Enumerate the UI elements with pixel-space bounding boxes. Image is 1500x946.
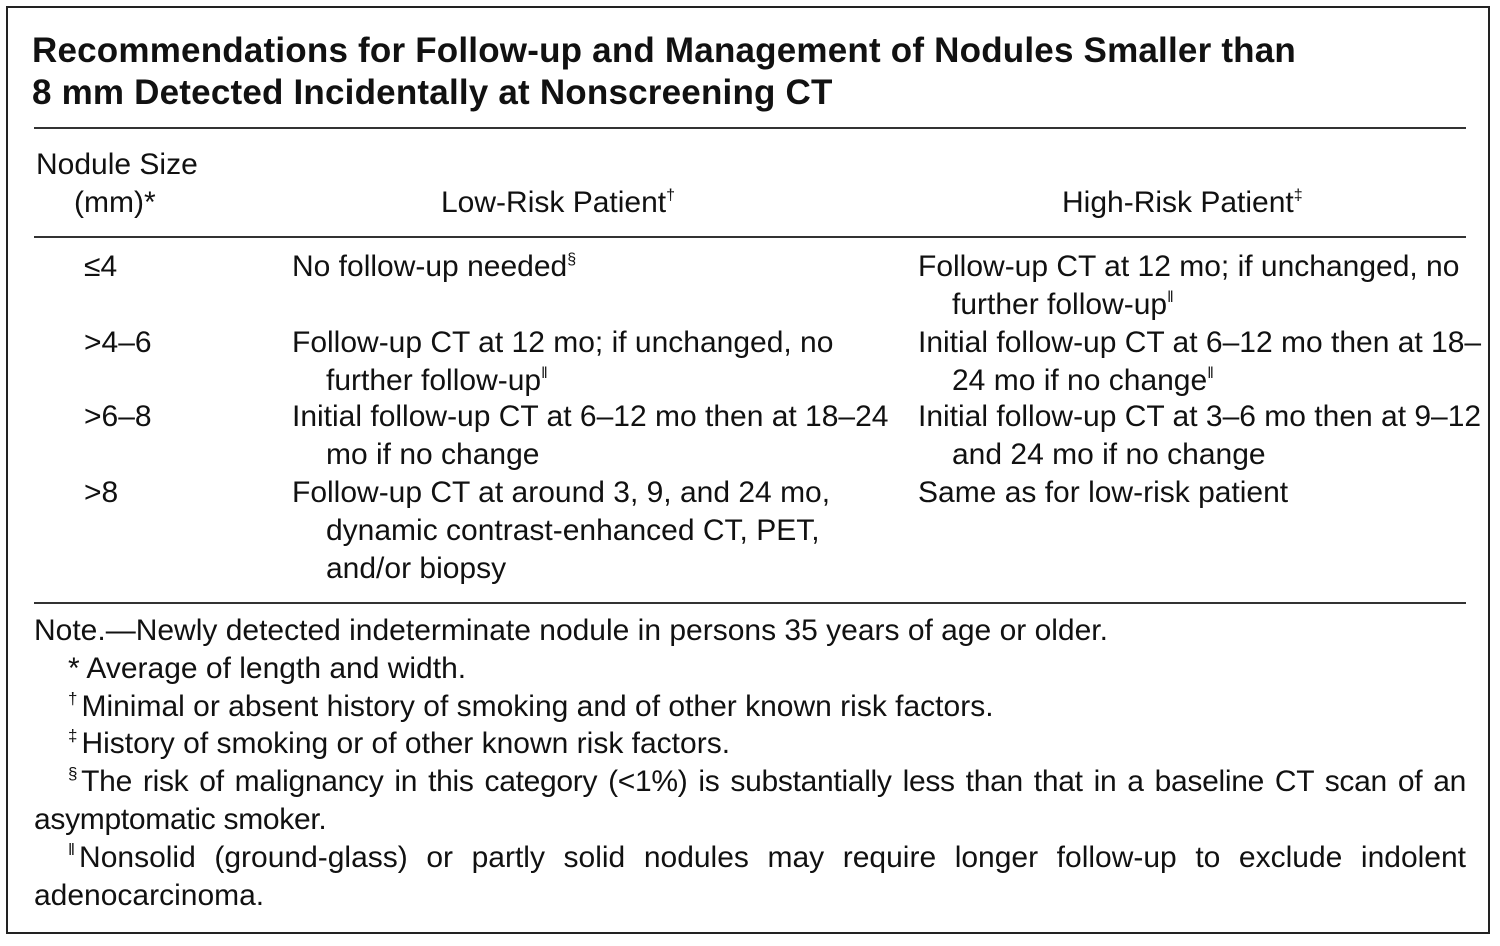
table-notes (34, 612, 1466, 914)
footnote-section (34, 763, 1466, 839)
footnote-parallel (34, 839, 1466, 915)
footnote-double-dagger-text: History of smoking or of other known risk factors. (81, 727, 731, 761)
row-3-high-risk (918, 398, 1500, 474)
header-low-risk-label: Low-Risk Patient (441, 186, 667, 219)
footnote-double-dagger-mark: ‡ (68, 726, 78, 746)
dagger-mark: † (666, 187, 675, 204)
header-low-risk (441, 184, 675, 222)
row-1-high-risk (918, 248, 1500, 324)
header-high-risk-label: High-Risk Patient (1062, 186, 1294, 219)
row-3-low-risk-text: Initial follow-up CT at 6–12 mo then at 18–24 mo if no change (292, 400, 889, 471)
header-size-line-1: Nodule Size (36, 148, 198, 181)
footnote-double-dagger (34, 725, 1466, 763)
general-note: Note.—Newly detected indeterminate nodule in persons 35 years of age or older. (34, 614, 1108, 647)
row-2-high-risk (918, 324, 1500, 400)
footnote-asterisk-mark: * (68, 651, 80, 685)
footnote-section-mark: § (68, 764, 78, 784)
double-dagger-mark: ‡ (1293, 187, 1303, 204)
row-2-low-risk-mark: ‖ (541, 365, 548, 382)
row-4-size: >8 (84, 476, 119, 509)
row-2-low-risk-text: Follow-up CT at 12 mo; if unchanged, no further follow-up (292, 326, 834, 397)
row-1-low-risk-mark: § (567, 251, 577, 268)
row-2-high-risk-mark: ‖ (1207, 365, 1214, 382)
row-1-low-risk (292, 248, 906, 286)
header-size-line-2: (mm)* (74, 186, 156, 219)
footnote-parallel-mark: ‖ (68, 839, 76, 859)
footnote-dagger (34, 688, 1466, 726)
header-divider (34, 236, 1466, 238)
row-4-low-risk (292, 474, 886, 588)
row-1-high-risk-mark: ‖ (1167, 289, 1174, 306)
title-line-1: Recommendations for Follow-up and Management of Nodules Smaller than (32, 31, 1296, 70)
row-2-low-risk (292, 324, 906, 400)
footnote-dagger-text: Minimal or absent history of smoking and of other known risk factors. (81, 689, 994, 723)
row-4-high-risk-text: Same as for low-risk patient (918, 476, 1289, 509)
row-2-size: >4–6 (84, 326, 152, 359)
table-title (32, 30, 1472, 114)
row-3-high-risk-text: Initial follow-up CT at 3–6 mo then at 9–12 and 24 mo if no change (918, 400, 1482, 471)
footnote-parallel-text: Nonsolid (ground-glass) or partly solid nodules may require longer follow-up to exclude indolent adenocarcinoma. (34, 840, 1466, 912)
footnote-dagger-mark: † (68, 688, 78, 708)
row-3-size: >6–8 (84, 400, 152, 433)
row-2-high-risk-text: Initial follow-up CT at 6–12 mo then at 18–24 mo if no change (918, 326, 1482, 397)
header-high-risk (1062, 184, 1303, 222)
title-line-2: 8 mm Detected Incidentally at Nonscreening CT (32, 73, 833, 112)
title-divider (34, 127, 1466, 129)
row-1-high-risk-text: Follow-up CT at 12 mo; if unchanged, no further follow-up (918, 250, 1460, 321)
row-4-high-risk (918, 474, 1500, 512)
footnote-asterisk (34, 650, 1466, 688)
footnote-asterisk-text: Average of length and width. (86, 651, 467, 685)
row-1-size: ≤4 (84, 250, 118, 283)
row-3-low-risk (292, 398, 906, 474)
row-1-low-risk-text: No follow-up needed (292, 250, 568, 283)
notes-divider (34, 602, 1466, 604)
row-4-low-risk-text: Follow-up CT at around 3, 9, and 24 mo, dynamic contrast-enhanced CT, PET, and/or biopsy (292, 476, 831, 585)
header-nodule-size (36, 146, 198, 222)
footnote-section-text: The risk of malignancy in this category (<1%) is substantially less than that in a baseline CT scan of an asymptomatic smoker. (34, 765, 1466, 836)
